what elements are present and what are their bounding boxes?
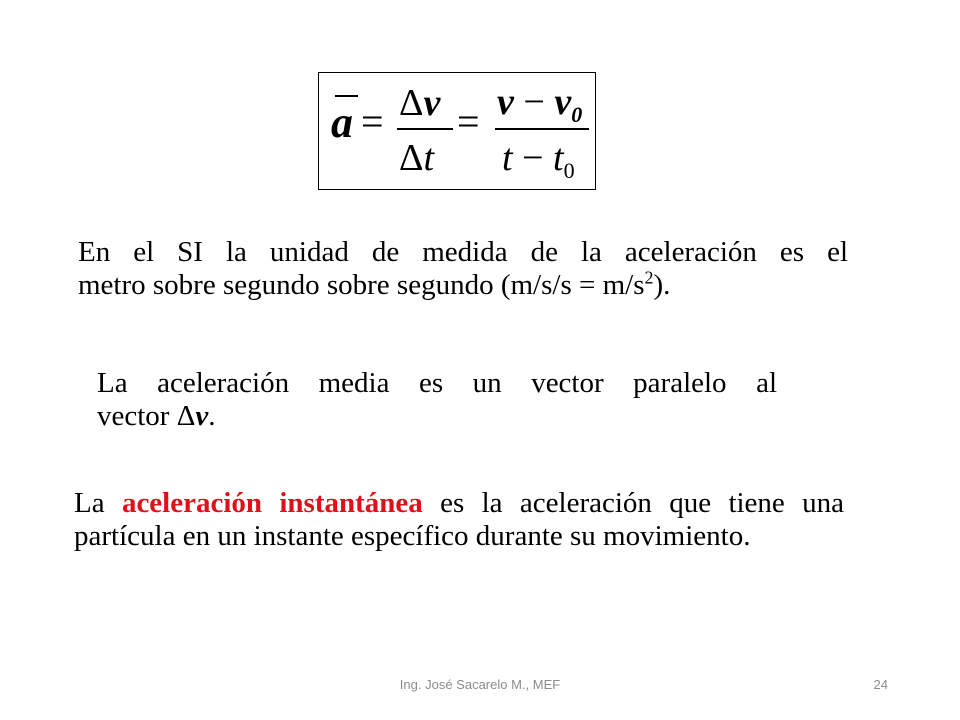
fraction2-denominator: $t - t_0$ [502,137,575,183]
mean-acceleration-paragraph [97,367,777,433]
highlighted-term: aceleración instantánea [121,487,423,519]
formula-box [318,72,596,190]
si-unit-line-2: metro sobre segundo sobre segundo $(m/s/s = m/s^2)$. [78,267,671,301]
fraction1-bar [397,128,453,130]
fraction2-bar [495,128,589,130]
footer-author: Ing. José Sacarelo M., MEF [399,677,561,692]
slide-number: 24 [873,677,888,692]
mean-acceleration-line-2: vector Δv. [97,399,216,432]
mean-acceleration-line-1: La aceleración media es un vector paralelo al [97,367,777,399]
equals-sign-2: = [457,99,480,144]
equals-sign-1: = [361,99,384,144]
si-unit-paragraph [78,236,848,302]
mean-overbar [335,95,358,97]
fraction1-denominator: Δt [399,137,434,179]
mean-acceleration-symbol: a [331,98,353,147]
instantaneous-acceleration-paragraph: La aceleración instantánea es la aceleración que tiene una partícula en un instante específico durante su movimiento. [74,487,845,552]
si-unit-line-1: En el SI la unidad de medida de la aceleración es el [78,236,848,268]
fraction1-numerator: Δv [399,82,441,124]
fraction2-numerator: $v - v_0$ [497,81,583,127]
